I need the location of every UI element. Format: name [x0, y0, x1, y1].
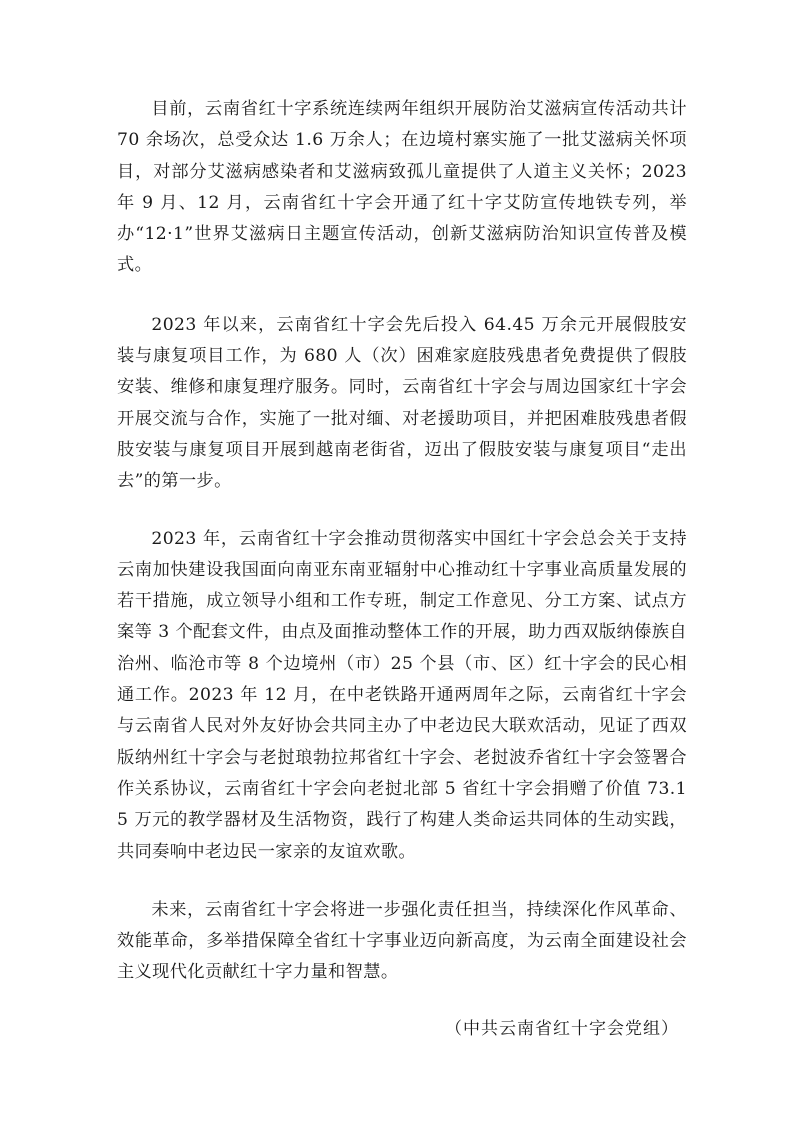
paragraph-border-cooperation: 2023 年，云南省红十字会推动贯彻落实中国红十字会总会关于支持云南加快建设我国面向南亚东南亚辐射中心推动红十字事业高质量发展的若干措施，成立领导小组和工作专班，制定工作意见、分工方案、试点方案等 3 个配套文件，由点及面推动整体工作的开展，助力西双版纳傣族自治州、临沧市等 8 个边境州（市）25 个县（市、区）红十字会的民心相通工作。2023 年 12 月，在中老铁路开通两周年之际，云南省红十字会与云南省人民对外友好协会共同主办了中老边民大联欢活动，见证了西双版纳州红十字会与老挝琅勃拉邦省红十字会、老挝波乔省红十字会签署合作关系协议，云南省红十字会向老挝北部 5 省红十字会捐赠了价值 73.15 万元的教学器材及生活物资，践行了构建人类命运共同体的生动实践，共同奏响中老边民一家亲的友谊欢歌。	[117, 528, 687, 862]
paragraph-future-outlook: 未来，云南省红十字会将进一步强化责任担当，持续深化作风革命、效能革命，多举措保障全省红十字事业迈向新高度，为云南全面建设社会主义现代化贡献红十字力量和智慧。	[117, 899, 687, 983]
document-page	[117, 94, 687, 1045]
author-signature: （中共云南省红十字会党组）	[445, 1018, 679, 1039]
paragraph-prosthetics-project: 2023 年以来，云南省红十字会先后投入 64.45 万余元开展假肢安装与康复项目工作，为 680 人（次）困难家庭肢残患者免费提供了假肢安装、维修和康复理疗服务。同时，云南省红十字会与周边国家红十字会开展交流与合作，实施了一批对缅、对老援助项目，并把困难肢残患者假肢安装与康复项目开展到越南老街省，迈出了假肢安装与康复项目“走出去”的第一步。	[117, 314, 687, 492]
paragraph-aids-prevention: 目前，云南省红十字系统连续两年组织开展防治艾滋病宣传活动共计 70 余场次，总受众达 1.6 万余人；在边境村寨实施了一批艾滋病关怀项目，对部分艾滋病感染者和艾滋病致孤儿童提供了人道主义关怀；2023 年 9 月、12 月，云南省红十字会开通了红十字艾防宣传地铁专列，举办“12·1”世界艾滋病日主题宣传活动，创新艾滋病防治知识宣传普及模式。	[117, 99, 687, 276]
